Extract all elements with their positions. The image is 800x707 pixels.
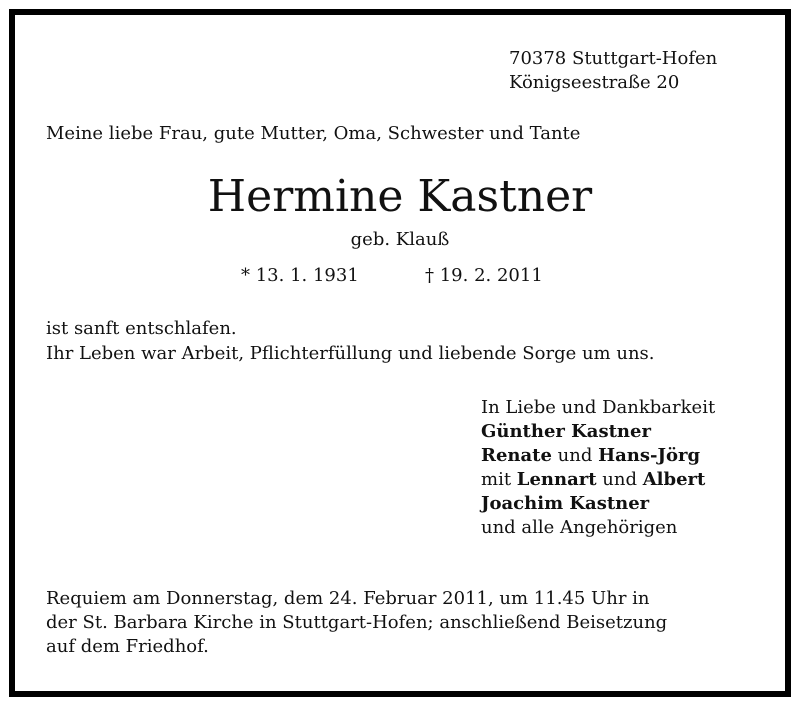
family-member: Lennart — [516, 469, 597, 490]
address-line-city: 70378 Stuttgart-Hofen — [509, 48, 718, 69]
family-member: Günther Kastner — [481, 421, 651, 442]
family-greeting: In Liebe und Dankbarkeit — [481, 397, 716, 418]
birth-date: * 13. 1. 1931 — [241, 265, 359, 286]
family-closing: und alle Angehörigen — [481, 517, 678, 538]
family-connector: und — [596, 469, 643, 490]
family-signature — [481, 396, 715, 540]
family-member: Renate — [481, 445, 552, 466]
requiem-text — [46, 587, 756, 659]
deceased-name: Hermine Kastner — [207, 171, 593, 222]
requiem-line: auf dem Friedhof. — [46, 636, 209, 657]
address-block — [509, 47, 717, 95]
intro-text: Meine liebe Frau, gute Mutter, Oma, Schwester und Tante — [46, 123, 581, 144]
family-connector: und — [551, 445, 599, 466]
family-line-grandchildren — [481, 468, 715, 492]
family-member: Hans-Jörg — [598, 445, 701, 466]
family-line-renate — [481, 444, 715, 468]
passing-text: ist sanft entschlafen. — [46, 318, 237, 339]
family-member: Joachim Kastner — [481, 493, 650, 514]
requiem-line: Requiem am Donnerstag, dem 24. Februar 2011, um 11.45 Uhr in — [46, 588, 650, 609]
maiden-name: geb. Klauß — [350, 229, 450, 250]
family-connector: mit — [481, 469, 517, 490]
requiem-line: der St. Barbara Kirche in Stuttgart-Hofen; anschließend Beisetzung — [46, 612, 668, 633]
death-date: † 19. 2. 2011 — [425, 265, 543, 286]
address-line-street: Königseestraße 20 — [509, 72, 680, 93]
life-text: Ihr Leben war Arbeit, Pflichterfüllung und liebende Sorge um uns. — [46, 343, 655, 364]
family-member: Albert — [642, 469, 706, 490]
